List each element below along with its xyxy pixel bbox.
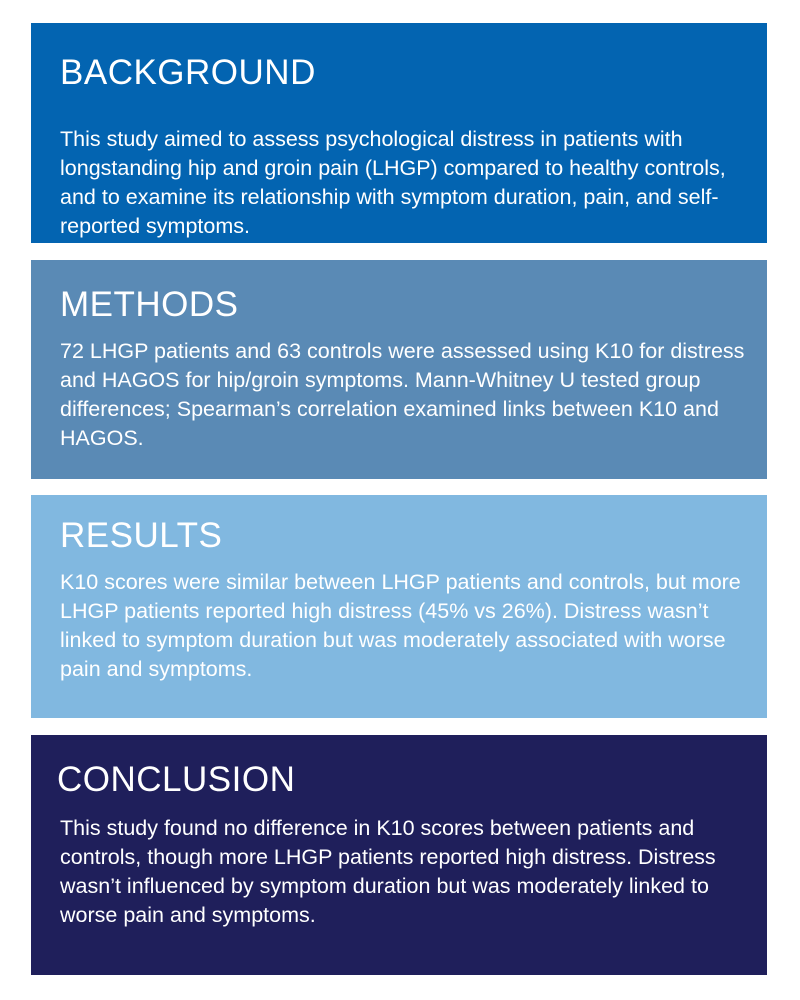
results-heading: RESULTS <box>60 516 223 555</box>
results-panel <box>31 495 767 718</box>
conclusion-heading: CONCLUSION <box>57 760 296 799</box>
conclusion-text: This study found no difference in K10 scores between patients and controls, though more LHGP patients reported high distress. Distress wasn’t influenced by symptom duration but was moderately linked to worse pain and symptoms. <box>60 816 716 927</box>
background-text: This study aimed to assess psychological distress in patients with longstanding hip and groin pain (LHGP) compared to healthy controls, and to examine its relationship with symptom duration, pain, and self-reported symptoms. <box>60 127 726 238</box>
results-text: K10 scores were similar between LHGP patients and controls, but more LHGP patients reported high distress (45% vs 26%). Distress wasn’t linked to symptom duration but was moderately associated with worse pain and symptoms. <box>60 570 741 681</box>
background-panel <box>31 23 767 243</box>
methods-text: 72 LHGP patients and 63 controls were assessed using K10 for distress and HAGOS for hip/groin symptoms. Mann-Whitney U tested group differences; Spearman’s correlation examined links between K10 and HAGOS. <box>60 339 745 450</box>
methods-panel <box>31 260 767 479</box>
conclusion-panel <box>31 735 767 975</box>
background-heading: BACKGROUND <box>60 53 316 92</box>
methods-heading: METHODS <box>60 285 239 324</box>
